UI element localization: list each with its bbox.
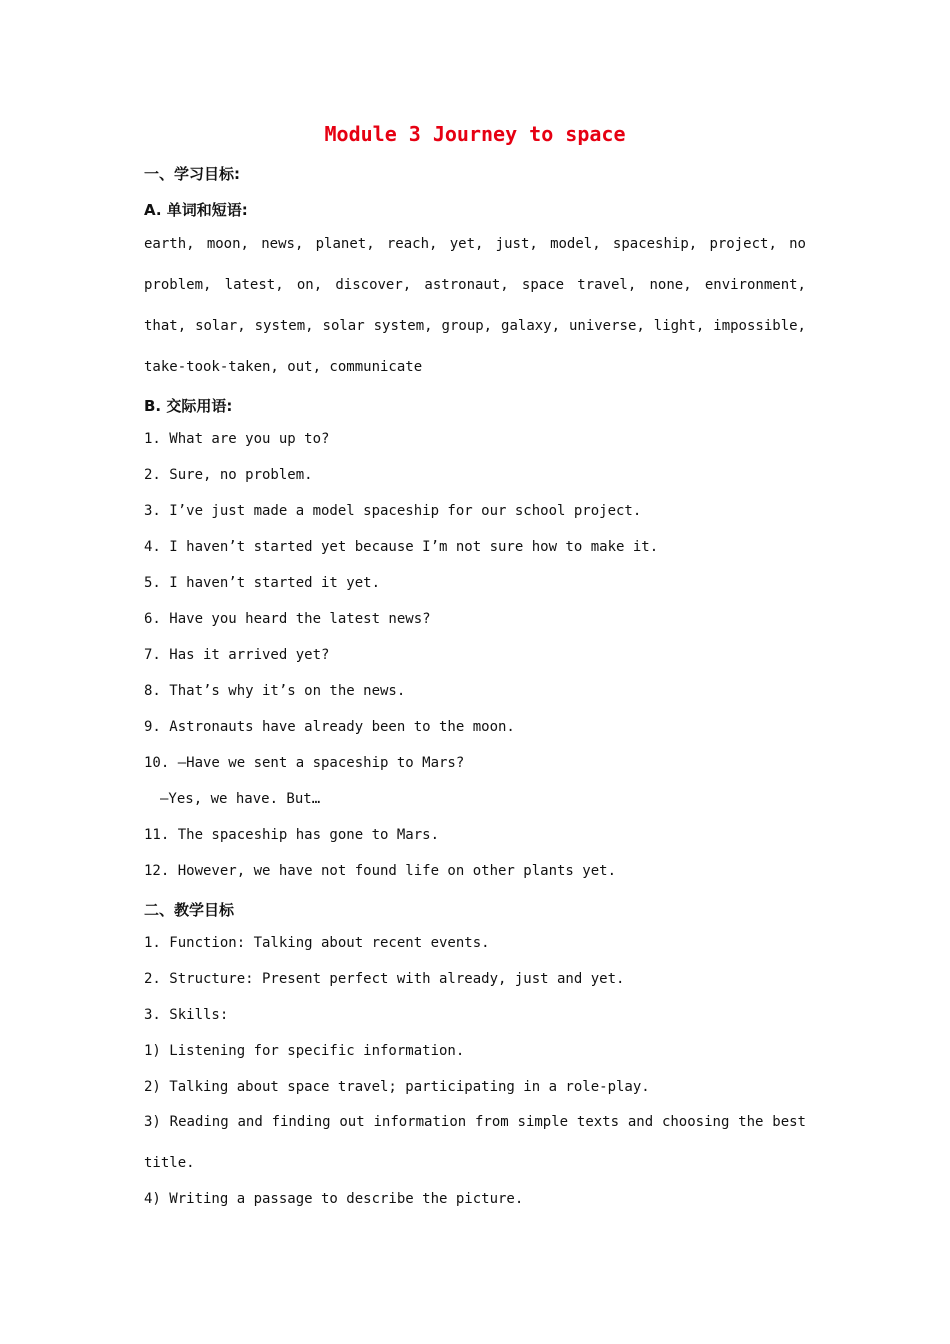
expression-item: 12. However, we have not found life on other plants yet. bbox=[144, 863, 617, 879]
section-heading-learning-goals: 一、学习目标: bbox=[144, 165, 240, 183]
subsection-heading-expressions: B. 交际用语: bbox=[144, 397, 233, 415]
expression-item: 5. I haven’t started it yet. bbox=[144, 575, 381, 591]
expression-item: 7. Has it arrived yet? bbox=[144, 647, 330, 663]
subsection-heading-vocabulary: A. 单词和短语: bbox=[144, 201, 248, 219]
skill-item: 4) Writing a passage to describe the picture. bbox=[144, 1191, 524, 1207]
expression-item: 2. Sure, no problem. bbox=[144, 467, 313, 483]
expression-item: 1. What are you up to? bbox=[144, 431, 330, 447]
document-title: Module 3 Journey to space bbox=[324, 122, 626, 146]
skill-item: 3) Reading and finding out information from simple texts and choosing the best bbox=[144, 1114, 806, 1130]
skill-item: 2) Talking about space travel; participating in a role-play. bbox=[144, 1079, 650, 1095]
expression-item: 10. —Have we sent a spaceship to Mars? bbox=[144, 755, 465, 771]
expression-item: 3. I’ve just made a model spaceship for our school project. bbox=[144, 503, 642, 519]
teaching-goal-item: 2. Structure: Present perfect with already, just and yet. bbox=[144, 971, 625, 987]
expression-item: 11. The spaceship has gone to Mars. bbox=[144, 827, 440, 843]
vocabulary-line: problem, latest, on, discover, astronaut, space travel, none, environment, bbox=[144, 277, 806, 293]
skill-item-continuation: title. bbox=[144, 1155, 195, 1171]
expression-item: 6. Have you heard the latest news? bbox=[144, 611, 431, 627]
teaching-goal-item: 3. Skills: bbox=[144, 1007, 229, 1023]
section-heading-teaching-goals: 二、教学目标 bbox=[144, 901, 235, 919]
teaching-goal-item: 1. Function: Talking about recent events. bbox=[144, 935, 490, 951]
expression-item: 4. I haven’t started yet because I’m not sure how to make it. bbox=[144, 539, 659, 555]
skill-item: 1) Listening for specific information. bbox=[144, 1043, 465, 1059]
expression-item-reply: —Yes, we have. But… bbox=[160, 791, 321, 807]
vocabulary-line: earth, moon, news, planet, reach, yet, just, model, spaceship, project, no bbox=[144, 236, 806, 252]
expression-item: 8. That’s why it’s on the news. bbox=[144, 683, 406, 699]
vocabulary-line: that, solar, system, solar system, group, galaxy, universe, light, impossible, bbox=[144, 318, 806, 334]
vocabulary-line: take-took-taken, out, communicate bbox=[144, 359, 423, 375]
expression-item: 9. Astronauts have already been to the moon. bbox=[144, 719, 515, 735]
